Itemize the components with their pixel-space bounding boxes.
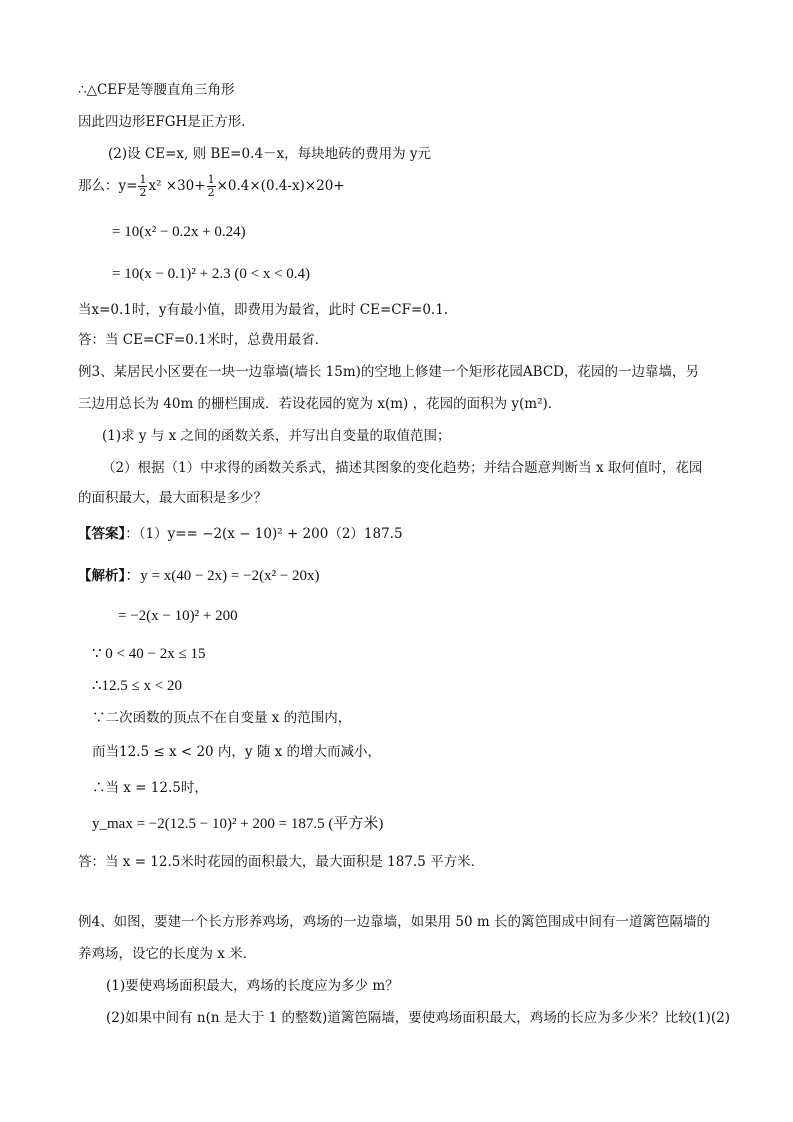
equation-prefix: 那么：y= [78,178,138,194]
max-area-equation: y_max = −2(12.5 − 10)² + 200 = 187.5 (平方米) [92,816,384,832]
fraction-half-2: $\frac{1}{2}$ [207,173,215,199]
equation-cost [78,174,345,199]
analysis-text-2: 而当12.5 ≤ x < 20 内，y 随 x 的增大而减小， [92,744,382,760]
example4-line-1: 例4、如图，要建一个长方形养鸡场，鸡场的一边靠墙，如果用 50 m 长的篱笆围成中间有一道篱笆隔墙的 [78,914,710,930]
fraction-half-1: $\frac{1}{2}$ [139,173,147,199]
text-line-8: 答：当 CE=CF=0.1米时，总费用最省． [78,332,329,348]
answer-label: 【答案】 [78,526,126,542]
equation-line-2: = 10(x² − 0.2x + 0.24) [112,224,246,240]
equation-part-1: x² ×30+ [148,178,206,194]
analysis-label: 【解析】 [78,568,126,584]
text-line-1: ∴△CEF是等腰直角三角形 [78,82,235,98]
analysis-text-1: ∵二次函数的顶点不在自变量 x 的范围内， [92,710,352,726]
equation-line-3: = 10(x − 0.1)² + 2.3 (0 < x < 0.4) [112,266,311,282]
analysis-equation-1: ：y = x(40 − 2x) = −2(x² − 20x) [125,568,320,584]
example3-question-2: （2）根据（1）中求得的函数关系式，描述其图象的变化趋势；并结合题意判断当 x 取何值时，花园 [102,460,703,476]
example3-question-2-cont: 的面积最大，最大面积是多少？ [78,490,267,506]
analysis-equation-2: = −2(x − 10)² + 200 [118,608,238,624]
equation-part-2: ×0.4×(0.4-x)×20+ [216,178,345,194]
example3-conclusion: 答：当 x = 12.5米时花园的面积最大，最大面积是 187.5 平方米． [78,854,485,870]
inequality-1: ∵ 0 < 40 − 2x ≤ 15 [92,646,206,662]
text-line-3: (2)设 CE=x, 则 BE=0.4－x，每块地砖的费用为 y元 [108,146,431,162]
text-line-7: 当x=0.1时，y有最小值，即费用为最省，此时 CE=CF=0.1. [78,302,449,318]
example4-line-2: 养鸡场，设它的长度为 x 米． [78,946,257,962]
example3-line-2: 三边用总长为 40m 的栅栏围成．若设花园的宽为 x(m) ，花园的面积为 y(m²)． [78,396,562,412]
text-line-2: 因此四边形EFGH是正方形． [78,114,255,130]
example3-line-1: 例3、某居民小区要在一块一边靠墙(墙长 15m)的空地上修建一个矩形花园ABCD，花园的一边靠墙，另 [78,364,699,380]
example4-question-1: (1)要使鸡场面积最大，鸡场的长度应为多少 m？ [106,978,399,994]
answer-line [78,524,403,544]
analysis-line [78,566,320,586]
answer-text: ：（1）y== −2(x − 10)² + 200（2）187.5 [125,526,403,542]
analysis-text-3: ∴当 x = 12.5时， [92,780,208,796]
example3-question-1: (1)求 y 与 x 之间的函数关系，并写出自变量的取值范围； [102,428,451,444]
example4-question-2: (2)如果中间有 n(n 是大于 1 的整数)道篱笆隔墙，要使鸡场面积最大，鸡场的长应为多少米？比较(1)(2) [106,1010,731,1026]
inequality-2: ∴12.5 ≤ x < 20 [92,678,182,694]
